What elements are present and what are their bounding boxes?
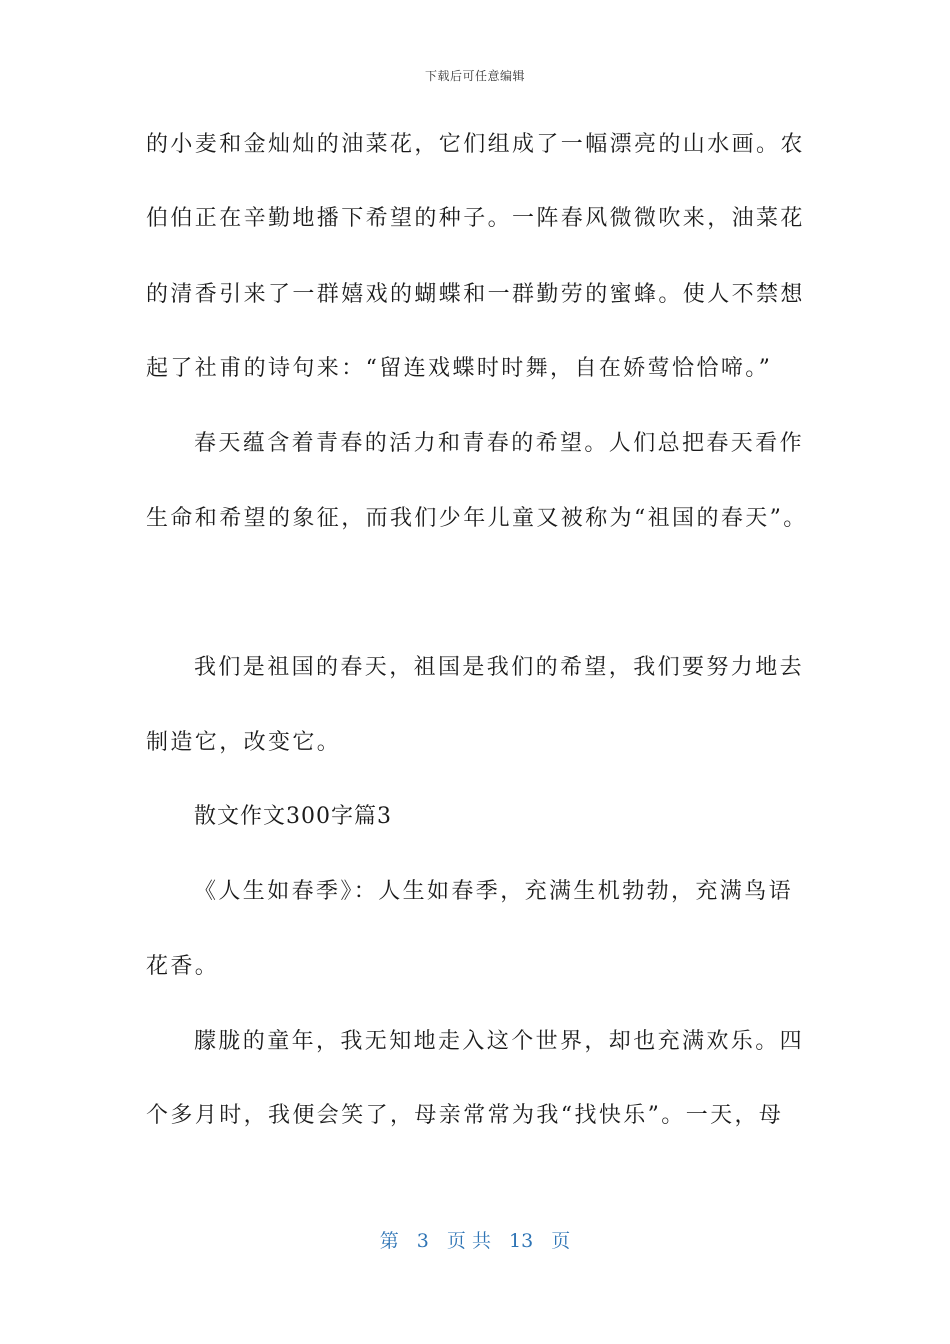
text-line: 的清香引来了一群嬉戏的蝴蝶和一群勤劳的蜜蜂。使人不禁想 — [146, 282, 805, 307]
footer-prefix: 第 — [379, 1230, 399, 1252]
footer-current-page: 3 — [416, 1230, 429, 1252]
text-line: 伯伯正在辛勤地播下希望的种子。一阵春风微微吹来，油菜花 — [146, 206, 805, 231]
text-line: 个多月时，我便会笑了，母亲常常为我“找快乐”。一天，母 — [146, 1103, 784, 1128]
text-line: 制造它，改变它。 — [146, 730, 342, 755]
text-line: 生命和希望的象征，而我们少年儿童又被称为“祖国的春天”。 — [146, 506, 808, 531]
page-footer — [0, 1226, 950, 1253]
paragraph-first-line: 我们是祖国的春天，祖国是我们的希望，我们要努力地去 — [194, 655, 805, 680]
footer-suffix: 页 — [551, 1230, 571, 1252]
footer-middle: 页 共 — [446, 1230, 491, 1252]
paragraph-first-line: 朦胧的童年，我无知地走入这个世界，却也充满欢乐。四 — [194, 1029, 805, 1054]
text-line: 花香。 — [146, 954, 220, 979]
section-heading: 散文作文300字篇3 — [194, 804, 392, 829]
text-line: 的小麦和金灿灿的油菜花，它们组成了一幅漂亮的山水画。农 — [146, 132, 805, 157]
text-line: 起了社甫的诗句来：“留连戏蝶时时舞，自在娇莺恰恰啼。” — [146, 356, 773, 381]
paragraph-first-line: 春天蕴含着青春的活力和青春的希望。人们总把春天看作 — [194, 431, 805, 456]
paragraph-first-line: 《人生如春季》：人生如春季，充满生机勃勃，充满鸟语 — [194, 879, 794, 904]
page-header: 下载后可任意编辑 — [424, 69, 525, 83]
footer-total-pages: 13 — [509, 1230, 534, 1252]
